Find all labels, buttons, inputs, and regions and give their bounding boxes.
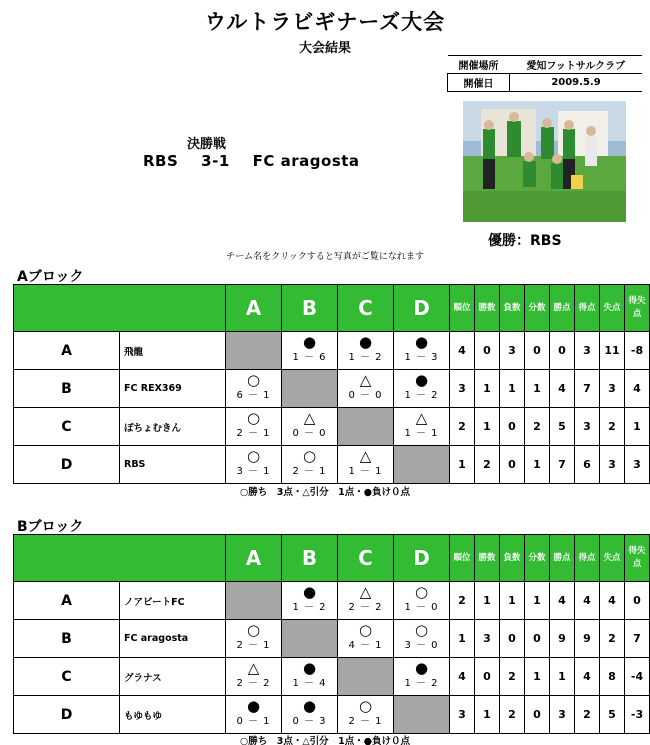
result-symbol: ○ [246, 409, 261, 427]
self-match-cell [282, 370, 338, 408]
stat-value: 1 [500, 370, 525, 408]
stat-value: 1 [525, 446, 550, 484]
winning-team-photo[interactable] [463, 101, 626, 222]
stat-value: 3 [475, 620, 500, 658]
block-b-title: Bブロック [17, 519, 84, 535]
stat-value: 2 [500, 696, 525, 734]
stat-header: 分数 [525, 535, 550, 582]
match-result-cell [338, 370, 394, 408]
column-header-c: C [338, 535, 394, 582]
team-letter: B [14, 620, 120, 658]
header-row [14, 285, 650, 332]
team-name-link[interactable]: もゆもゆ [120, 696, 226, 734]
venue-label: 開催場所 [448, 56, 510, 74]
team-letter: C [14, 658, 120, 696]
stat-value: 3 [450, 696, 475, 734]
result-symbol: ○ [246, 447, 261, 465]
match-result-cell [394, 332, 450, 370]
team-name-link[interactable]: 飛龍 [120, 332, 226, 370]
match-result-cell [226, 446, 282, 484]
stat-header: 失点 [600, 535, 625, 582]
result-symbol: ● [302, 659, 317, 677]
column-header-d: D [394, 285, 450, 332]
date-value: 2009.5.9 [510, 74, 643, 92]
stat-value: 9 [550, 620, 575, 658]
match-score: 4 － 1 [348, 640, 383, 651]
table-row [14, 582, 650, 620]
column-header-a: A [226, 535, 282, 582]
stat-value: 4 [550, 370, 575, 408]
match-score: 6 － 1 [236, 390, 271, 401]
team-photo-image [463, 101, 626, 222]
event-info-table [447, 55, 642, 92]
result-symbol: ● [302, 333, 317, 351]
stat-value: 4 [625, 370, 650, 408]
match-score: 2 － 2 [236, 678, 271, 689]
table-row [14, 408, 650, 446]
stat-header: 得失点 [625, 285, 650, 332]
stat-value: 2 [450, 582, 475, 620]
stat-header: 得点 [575, 285, 600, 332]
match-result-cell [394, 582, 450, 620]
venue-value: 愛知フットサルクラブ [510, 56, 643, 74]
stat-value: 4 [550, 582, 575, 620]
result-symbol: △ [303, 409, 316, 427]
team-name-link[interactable]: FC REX369 [120, 370, 226, 408]
stat-header: 順位 [450, 535, 475, 582]
result-symbol: △ [359, 447, 372, 465]
table-row [14, 446, 650, 484]
final-label: 決勝戦 [187, 137, 227, 152]
match-score: 2 － 1 [236, 428, 271, 439]
click-notice: チーム名をクリックすると写真がご覧になれます [226, 252, 424, 262]
match-result-cell [338, 696, 394, 734]
match-result-cell [394, 658, 450, 696]
stat-header: 勝点 [550, 535, 575, 582]
stat-value: 0 [525, 696, 550, 734]
match-result-cell [338, 446, 394, 484]
stat-value: 1 [525, 370, 550, 408]
stat-value: 4 [450, 332, 475, 370]
result-symbol: ● [302, 697, 317, 715]
team-name-link[interactable]: ノアビートFC [120, 582, 226, 620]
stat-value: 3 [550, 696, 575, 734]
page-subtitle: 大会結果 [298, 41, 351, 56]
result-symbol: ○ [358, 697, 373, 715]
stat-value: 1 [500, 582, 525, 620]
table-row [14, 332, 650, 370]
stat-header: 順位 [450, 285, 475, 332]
team-letter: D [14, 696, 120, 734]
stat-value: 0 [475, 332, 500, 370]
match-result-cell [394, 370, 450, 408]
stat-value: 0 [625, 582, 650, 620]
stat-value: 4 [600, 582, 625, 620]
match-result-cell [226, 696, 282, 734]
match-score: 1 － 4 [292, 678, 327, 689]
stat-value: 3 [450, 370, 475, 408]
result-symbol: ○ [358, 621, 373, 639]
stat-value: 2 [600, 408, 625, 446]
result-symbol: ○ [414, 621, 429, 639]
stat-value: 8 [600, 658, 625, 696]
match-score: 0 － 1 [236, 716, 271, 727]
stat-header: 負数 [500, 535, 525, 582]
result-symbol: ● [302, 583, 317, 601]
match-result-cell [282, 446, 338, 484]
team-letter: A [14, 332, 120, 370]
team-letter: C [14, 408, 120, 446]
stat-value: 4 [450, 658, 475, 696]
stat-value: 6 [575, 446, 600, 484]
stat-value: 1 [475, 370, 500, 408]
team-letter: B [14, 370, 120, 408]
stat-header: 勝数 [475, 285, 500, 332]
stat-header: 失点 [600, 285, 625, 332]
table-row [14, 370, 650, 408]
match-score: 0 － 0 [348, 390, 383, 401]
team-name-link[interactable]: RBS [120, 446, 226, 484]
self-match-cell [338, 658, 394, 696]
stat-value: 0 [550, 332, 575, 370]
stat-value: 3 [600, 370, 625, 408]
match-score: 3 － 0 [404, 640, 439, 651]
stat-value: 1 [525, 582, 550, 620]
match-result-cell [394, 620, 450, 658]
match-score: 1 － 1 [348, 466, 383, 477]
stat-value: 2 [500, 658, 525, 696]
table-row [14, 620, 650, 658]
column-header-b: B [282, 535, 338, 582]
match-result-cell [282, 696, 338, 734]
match-result-cell [394, 408, 450, 446]
column-header-c: C [338, 285, 394, 332]
result-symbol: ● [358, 333, 373, 351]
column-header-a: A [226, 285, 282, 332]
match-score: 1 － 2 [348, 352, 383, 363]
match-score: 0 － 0 [292, 428, 327, 439]
self-match-cell [394, 696, 450, 734]
result-symbol: ● [414, 333, 429, 351]
result-symbol: ○ [246, 621, 261, 639]
stat-value: 0 [500, 408, 525, 446]
stat-value: 1 [475, 408, 500, 446]
match-score: 0 － 3 [292, 716, 327, 727]
column-header-b: B [282, 285, 338, 332]
stat-value: 2 [475, 446, 500, 484]
result-symbol: ● [414, 659, 429, 677]
stat-value: 3 [575, 332, 600, 370]
stat-value: 3 [625, 446, 650, 484]
table-row [14, 696, 650, 734]
stat-value: 1 [550, 658, 575, 696]
match-score: 2 － 2 [348, 602, 383, 613]
block-a-title: Aブロック [17, 269, 84, 285]
match-result-cell [282, 658, 338, 696]
final-score: RBS 3-1 FC aragosta [143, 152, 360, 170]
header-corner [14, 285, 226, 332]
stat-value: 2 [450, 408, 475, 446]
self-match-cell [394, 446, 450, 484]
stat-value: 0 [525, 332, 550, 370]
table-row [14, 658, 650, 696]
stat-value: 2 [575, 696, 600, 734]
stat-header: 負数 [500, 285, 525, 332]
stat-value: 4 [575, 582, 600, 620]
match-score: 2 － 1 [292, 466, 327, 477]
stat-value: 0 [500, 446, 525, 484]
stat-value: 11 [600, 332, 625, 370]
block-a-table [13, 284, 650, 484]
team-letter: A [14, 582, 120, 620]
stat-value: 9 [575, 620, 600, 658]
stat-value: 1 [525, 658, 550, 696]
stat-header: 得点 [575, 535, 600, 582]
result-symbol: △ [359, 583, 372, 601]
team-name-link[interactable]: グラナス [120, 658, 226, 696]
stat-value: 2 [600, 620, 625, 658]
stat-value: 1 [625, 408, 650, 446]
match-result-cell [226, 370, 282, 408]
stat-value: 0 [500, 620, 525, 658]
page-title: ウルトラビギナーズ大会 [204, 10, 446, 34]
match-score: 1 － 2 [292, 602, 327, 613]
winner-label: 優勝：RBS [488, 233, 562, 249]
stat-value: 3 [600, 446, 625, 484]
match-result-cell [282, 582, 338, 620]
stat-value: 5 [550, 408, 575, 446]
stat-value: 7 [575, 370, 600, 408]
team-name-link[interactable]: ぽちょむきん [120, 408, 226, 446]
match-score: 1 － 2 [404, 678, 439, 689]
stat-header: 得失点 [625, 535, 650, 582]
match-result-cell [338, 582, 394, 620]
stat-value: 0 [475, 658, 500, 696]
result-symbol: △ [415, 409, 428, 427]
stat-value: 1 [450, 446, 475, 484]
match-score: 1 － 2 [404, 390, 439, 401]
header-row [14, 535, 650, 582]
stat-value: 1 [475, 696, 500, 734]
match-score: 2 － 1 [348, 716, 383, 727]
stat-value: 3 [575, 408, 600, 446]
stat-value: 4 [575, 658, 600, 696]
result-symbol: ○ [414, 583, 429, 601]
match-result-cell [338, 332, 394, 370]
stat-value: 1 [475, 582, 500, 620]
date-label: 開催日 [448, 74, 510, 92]
stat-value: 2 [525, 408, 550, 446]
stat-value: -8 [625, 332, 650, 370]
match-score: 1 － 3 [404, 352, 439, 363]
stat-header: 分数 [525, 285, 550, 332]
self-match-cell [282, 620, 338, 658]
result-symbol: ○ [302, 447, 317, 465]
match-result-cell [282, 332, 338, 370]
team-letter: D [14, 446, 120, 484]
stat-value: -3 [625, 696, 650, 734]
stat-value: 1 [450, 620, 475, 658]
match-score: 1 － 1 [404, 428, 439, 439]
column-header-d: D [394, 535, 450, 582]
match-result-cell [226, 408, 282, 446]
self-match-cell [226, 332, 282, 370]
stat-header: 勝数 [475, 535, 500, 582]
legend-block-b: ○勝ち 3点・△引分 1点・●負け０点 [239, 736, 411, 745]
legend-block-a: ○勝ち 3点・△引分 1点・●負け０点 [239, 487, 411, 498]
self-match-cell [226, 582, 282, 620]
match-score: 1 － 6 [292, 352, 327, 363]
stat-value: 0 [525, 620, 550, 658]
match-result-cell [282, 408, 338, 446]
block-b-table [13, 534, 650, 734]
result-symbol: ● [246, 697, 261, 715]
match-score: 2 － 1 [236, 640, 271, 651]
stat-value: 7 [550, 446, 575, 484]
match-score: 1 － 0 [404, 602, 439, 613]
result-symbol: ● [414, 371, 429, 389]
result-symbol: △ [359, 371, 372, 389]
match-result-cell [338, 620, 394, 658]
match-result-cell [226, 620, 282, 658]
self-match-cell [338, 408, 394, 446]
stat-value: 7 [625, 620, 650, 658]
team-name-link[interactable]: FC aragosta [120, 620, 226, 658]
match-score: 3 － 1 [236, 466, 271, 477]
stat-value: 3 [500, 332, 525, 370]
header-corner [14, 535, 226, 582]
stat-value: 5 [600, 696, 625, 734]
result-symbol: ○ [246, 371, 261, 389]
match-result-cell [226, 658, 282, 696]
stat-value: -4 [625, 658, 650, 696]
result-symbol: △ [247, 659, 260, 677]
stat-header: 勝点 [550, 285, 575, 332]
